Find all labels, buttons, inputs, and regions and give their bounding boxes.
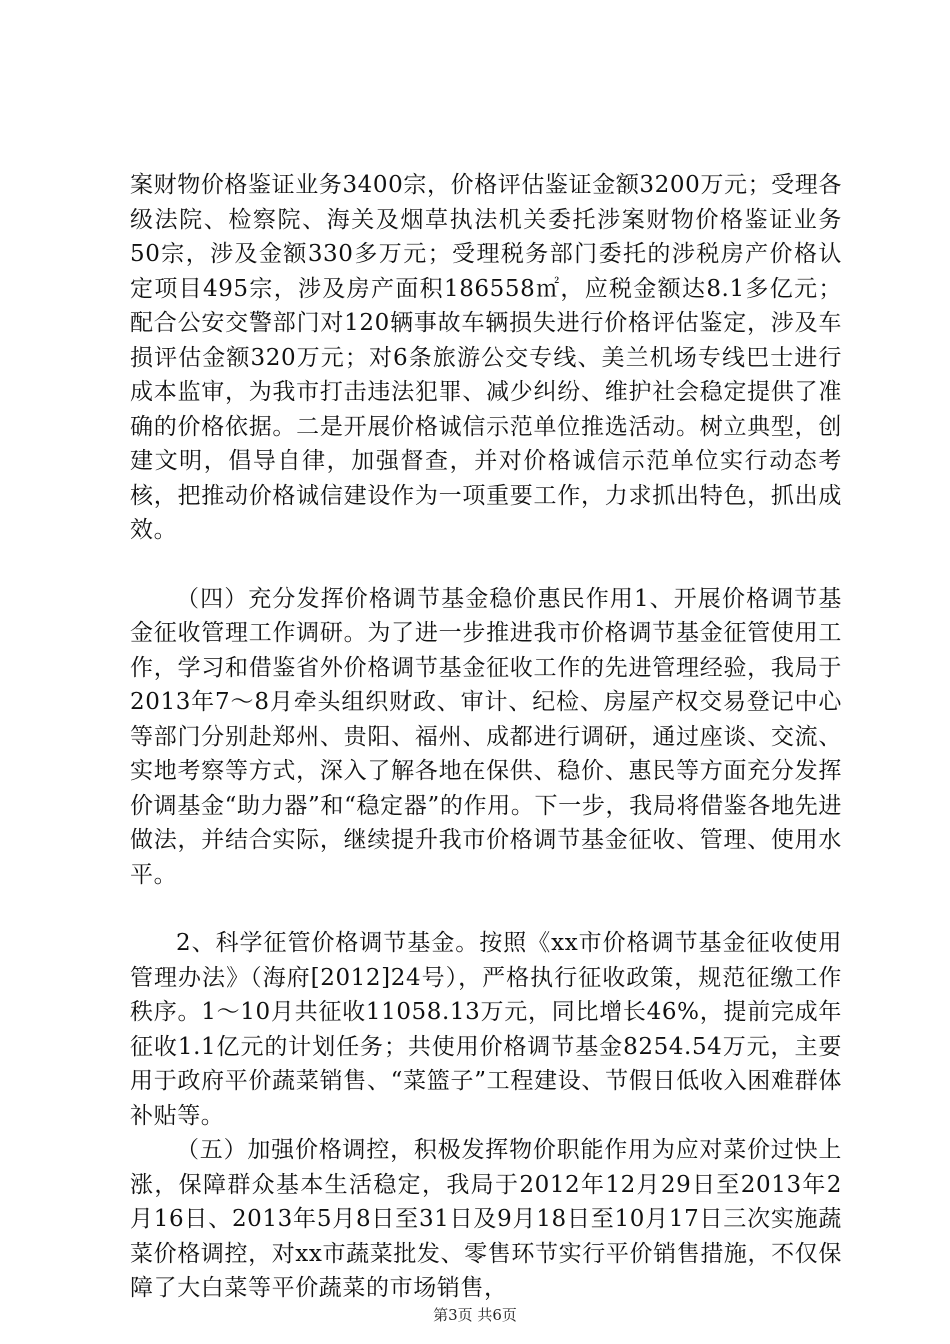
document-body	[130, 168, 842, 1306]
paragraph-section-four: （四）充分发挥价格调节基金稳价惠民作用1、开展价格调节基金征收管理工作调研。为了进一步推进我市价格调节基金征管使用工作，学习和借鉴省外价格调节基金征收工作的先进管理经验，我局于2013年7～8月牵头组织财政、审计、纪检、房屋产权交易登记中心等部门分别赴郑州、贵阳、福州、成都进行调研，通过座谈、交流、实地考察等方式，深入了解各地在保供、稳价、惠民等方面充分发挥价调基金“助力器”和“稳定器”的作用。下一步，我局将借鉴各地先进做法，并结合实际，继续提升我市价格调节基金征收、管理、使用水平。	[130, 585, 842, 888]
page-number-footer: 第3页 共6页	[433, 1306, 517, 1324]
paragraph-continuation: 案财物价格鉴证业务3400宗，价格评估鉴证金额3200万元；受理各级法院、检察院、海关及烟草执法机关委托涉案财物价格鉴证业务50宗，涉及金额330多万元；受理税务部门委托的涉税房产价格认定项目495宗，涉及房产面积186558㎡，应税金额达8.1多亿元；配合公安交警部门对120辆事故车辆损失进行价格评估鉴定，涉及车损评估金额320万元；对6条旅游公交专线、美兰机场专线巴士进行成本监审，为我市打击违法犯罪、减少纠纷、维护社会稳定提供了准确的价格依据。二是开展价格诚信示范单位推选活动。树立典型，创建文明，倡导自律，加强督查，并对价格诚信示范单位实行动态考核，把推动价格诚信建设作为一项重要工作，力求抓出特色，抓出成效。	[130, 172, 842, 543]
paragraph-section-five: （五）加强价格调控，积极发挥物价职能作用为应对菜价过快上涨，保障群众基本生活稳定，我局于2012年12月29日至2013年2月16日、2013年5月8日至31日及9月18日至10月17日三次实施蔬菜价格调控，对xx市蔬菜批发、零售环节实行平价销售措施，不仅保障了大白菜等平价蔬菜的市场销售，	[130, 1137, 842, 1301]
paragraph-fund-management: 2、科学征管价格调节基金。按照《xx市价格调节基金征收使用管理办法》（海府[2012]24号），严格执行征收政策，规范征缴工作秩序。1～10月共征收11058.13万元，同比增长46%，提前完成年征收1.1亿元的计划任务；共使用价格调节基金8254.54万元，主要用于政府平价蔬菜销售、“菜篮子”工程建设、节假日低收入困难群体补贴等。	[130, 930, 842, 1129]
